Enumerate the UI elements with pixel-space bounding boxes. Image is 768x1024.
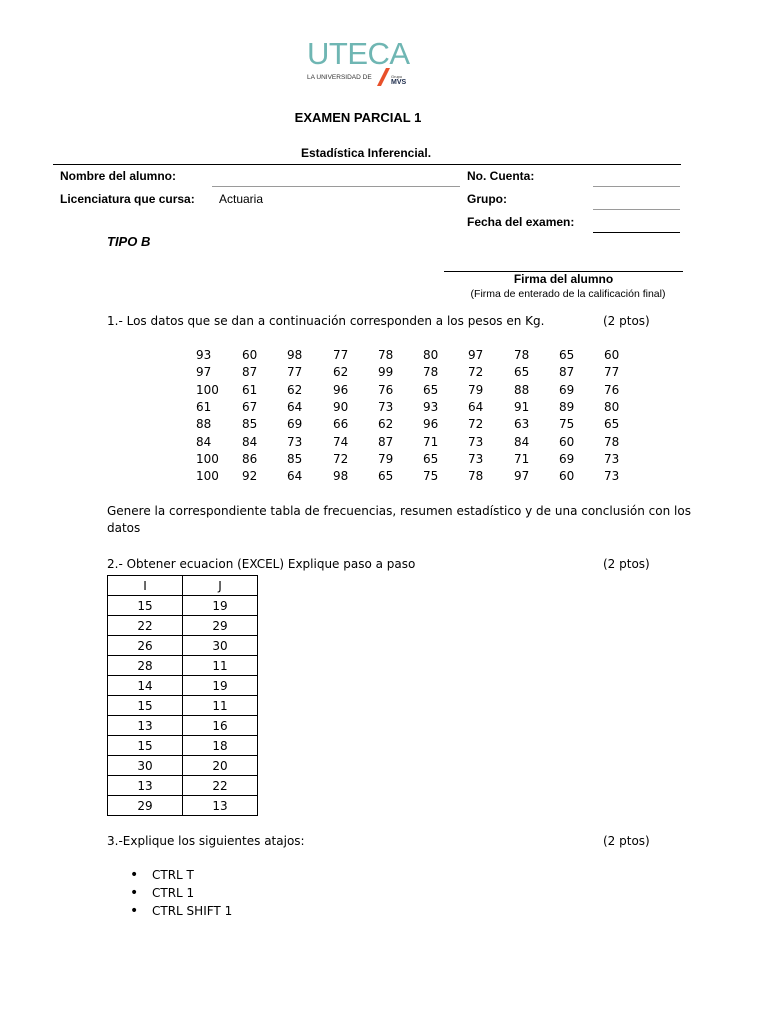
q1-data-cell: 73 [604, 469, 620, 484]
q1-data-cell: 78 [468, 469, 484, 484]
q1-data-cell: 78 [378, 348, 394, 362]
q1-data-cell: 87 [242, 365, 258, 380]
q3-shortcut-item: • CTRL 1 [130, 884, 232, 902]
q1-data-cell: 84 [196, 434, 212, 449]
q2-table-cell: 28 [108, 656, 183, 676]
q2-table-row [108, 796, 258, 816]
q1-data-cell: 63 [514, 417, 530, 432]
logo-wordmark: UTECA [307, 36, 410, 71]
q2-table-cell: 30 [183, 636, 258, 656]
q1-data-cell: 92 [242, 469, 258, 484]
q1-data-cell: 78 [423, 365, 439, 380]
q1-data-cell: 86 [242, 451, 258, 466]
degree-value: Actuaria [219, 192, 264, 206]
q1-data-cell: 73 [604, 451, 620, 466]
q1-data-cell: 100 [196, 469, 219, 484]
q1-data-cell: 77 [333, 348, 349, 362]
logo-mvs: MVS [391, 79, 407, 86]
q1-data-cell: 61 [242, 382, 258, 397]
q1-text: 1.- Los datos que se dan a continuación corresponden a los pesos en Kg. [107, 314, 545, 328]
q1-data-cell: 84 [242, 434, 258, 449]
q1-data-cell: 75 [559, 417, 575, 432]
q1-data-cell: 64 [287, 399, 303, 414]
signature-title: Firma del alumno [513, 272, 614, 286]
logo-subtitle: LA UNIVERSIDAD DE [307, 74, 372, 81]
q1-data-cell: 79 [468, 382, 484, 397]
q1-data-cell: 73 [468, 434, 484, 449]
account-field [593, 186, 680, 187]
q2-table-cell: 13 [108, 716, 183, 736]
q2-data-table [107, 575, 258, 816]
q2-table-row [108, 696, 258, 716]
q1-data-cell: 97 [514, 469, 530, 484]
q1-data-cell: 69 [559, 382, 575, 397]
group-field [593, 209, 680, 210]
q2-table-row [108, 756, 258, 776]
q2-table-row [108, 596, 258, 616]
q2-header-cell: I [108, 576, 183, 596]
q2-points: (2 ptos) [603, 557, 650, 571]
q1-data-cell: 85 [287, 451, 303, 466]
q1-data-cell: 76 [604, 382, 620, 397]
q1-data-cell: 100 [196, 382, 219, 397]
q1-data-cell: 84 [514, 434, 530, 449]
q3-shortcut-item: • CTRL SHIFT 1 [130, 902, 232, 920]
q3-shortcut-list [130, 866, 232, 920]
q1-data-cell: 73 [378, 399, 394, 414]
q1-data-cell: 62 [287, 382, 303, 397]
q2-table-cell: 20 [183, 756, 258, 776]
q1-data-cell: 65 [559, 348, 575, 362]
q1-data-cell: 77 [287, 365, 303, 380]
q1-instruction-line1: Genere la correspondiente tabla de frecuencias, resumen estadístico y de una conclusión con los [107, 504, 691, 518]
group-label: Grupo: [467, 192, 507, 206]
q2-table-cell: 15 [108, 696, 183, 716]
q1-data-cell: 78 [514, 348, 530, 362]
q2-table-row [108, 636, 258, 656]
q1-data-cell: 65 [423, 382, 439, 397]
q1-data-cell: 71 [423, 434, 439, 449]
q1-data-cell: 99 [378, 365, 394, 380]
q1-data-cell: 96 [333, 382, 349, 397]
q1-data-cell: 100 [196, 451, 219, 466]
signature-note: (Firma de enterado de la calificación final) [470, 288, 666, 300]
q1-data-cell: 79 [378, 451, 394, 466]
q1-data-cell: 74 [333, 434, 349, 449]
exam-title: EXAMEN PARCIAL 1 [294, 110, 422, 125]
q1-data-cell: 88 [196, 417, 212, 432]
q2-table-row [108, 616, 258, 636]
q1-data-cell: 93 [196, 348, 212, 362]
q1-data-cell: 60 [559, 434, 575, 449]
q1-data-cell: 89 [559, 399, 575, 414]
q2-table-cell: 15 [108, 596, 183, 616]
q3-text: 3.-Explique los siguientes atajos: [107, 834, 305, 848]
q1-data-cell: 65 [514, 365, 530, 380]
q2-table-cell: 19 [183, 676, 258, 696]
q1-data-cell: 72 [468, 417, 484, 432]
q1-data-cell: 75 [423, 469, 439, 484]
q1-data-cell: 65 [604, 417, 620, 432]
q2-table-cell: 30 [108, 756, 183, 776]
q1-data-cell: 65 [423, 451, 439, 466]
q2-table-cell: 13 [108, 776, 183, 796]
q2-table-cell: 15 [108, 736, 183, 756]
q1-data-cell: 80 [604, 399, 620, 414]
q2-table-cell: 22 [108, 616, 183, 636]
q1-data-cell: 98 [333, 469, 349, 484]
q1-data-cell: 62 [333, 365, 349, 380]
q2-table-cell: 26 [108, 636, 183, 656]
q1-data-cell: 87 [378, 434, 394, 449]
q1-data-cell: 69 [559, 451, 575, 466]
q2-text: 2.- Obtener ecuacion (EXCEL) Explique paso a paso [107, 557, 416, 571]
q1-data-cell: 73 [468, 451, 484, 466]
subject-title: Estadística Inferencial. [300, 146, 432, 160]
q1-data-cell: 71 [514, 451, 530, 466]
q1-data-cell: 93 [423, 399, 439, 414]
q1-data-cell: 66 [333, 417, 349, 432]
q1-data-cell: 72 [333, 451, 349, 466]
q2-table-row [108, 776, 258, 796]
q1-data-cell: 64 [468, 399, 484, 414]
q2-table-cell: 16 [183, 716, 258, 736]
q1-data-cell: 97 [468, 348, 484, 362]
date-label: Fecha del examen: [467, 215, 575, 229]
q1-data-cell: 72 [468, 365, 484, 380]
q2-table-row [108, 656, 258, 676]
q1-data-cell: 67 [242, 399, 258, 414]
q1-data-cell: 85 [242, 417, 258, 432]
exam-type: TIPO B [107, 234, 151, 249]
q1-data-cell: 76 [378, 382, 394, 397]
q1-data-cell: 60 [604, 348, 620, 362]
q1-data-cell: 88 [514, 382, 530, 397]
q3-shortcut-item: • CTRL T [130, 866, 232, 884]
q1-data-cell: 78 [604, 434, 620, 449]
logo-slash-mark [377, 68, 391, 86]
q1-data-cell: 64 [287, 469, 303, 484]
q1-data-cell: 62 [378, 417, 394, 432]
q2-table-cell: 18 [183, 736, 258, 756]
q2-header-cell: J [183, 576, 258, 596]
q1-data-cell: 80 [423, 348, 439, 362]
q2-table-cell: 19 [183, 596, 258, 616]
q1-data-cell: 65 [378, 469, 394, 484]
q1-instruction-line2: datos [107, 521, 141, 535]
q2-table-cell: 22 [183, 776, 258, 796]
header-rule [53, 164, 681, 165]
q2-table-row [108, 676, 258, 696]
q1-data-cell: 77 [604, 365, 620, 380]
q1-data-cell: 69 [287, 417, 303, 432]
q2-table-row [108, 736, 258, 756]
q2-header-row [108, 576, 258, 596]
q2-table-cell: 13 [183, 796, 258, 816]
q1-data-cell: 73 [287, 434, 303, 449]
q2-table-cell: 14 [108, 676, 183, 696]
q2-table-cell: 11 [183, 696, 258, 716]
q2-table-cell: 11 [183, 656, 258, 676]
q2-table-cell: 29 [183, 616, 258, 636]
date-field [593, 232, 680, 233]
q2-table-row [108, 716, 258, 736]
q1-data-cell: 97 [196, 365, 212, 380]
student-name-label: Nombre del alumno: [60, 169, 177, 183]
q1-data-cell: 60 [559, 469, 575, 484]
q1-data-cell: 90 [333, 399, 349, 414]
q1-data-cell: 87 [559, 365, 575, 380]
q1-data-cell: 98 [287, 348, 303, 362]
q1-points: (2 ptos) [603, 314, 650, 328]
q1-data-cell: 61 [196, 399, 212, 414]
q2-table-cell: 29 [108, 796, 183, 816]
student-name-field [212, 186, 460, 187]
q1-data-cell: 91 [514, 399, 530, 414]
degree-label: Licenciatura que cursa: [60, 192, 195, 206]
logo-grupo: Grupo [391, 74, 403, 79]
q1-data-cell: 96 [423, 417, 439, 432]
q3-points: (2 ptos) [603, 834, 650, 848]
q1-data-cell: 60 [242, 348, 258, 362]
university-logo [305, 38, 415, 90]
account-label: No. Cuenta: [467, 169, 535, 183]
